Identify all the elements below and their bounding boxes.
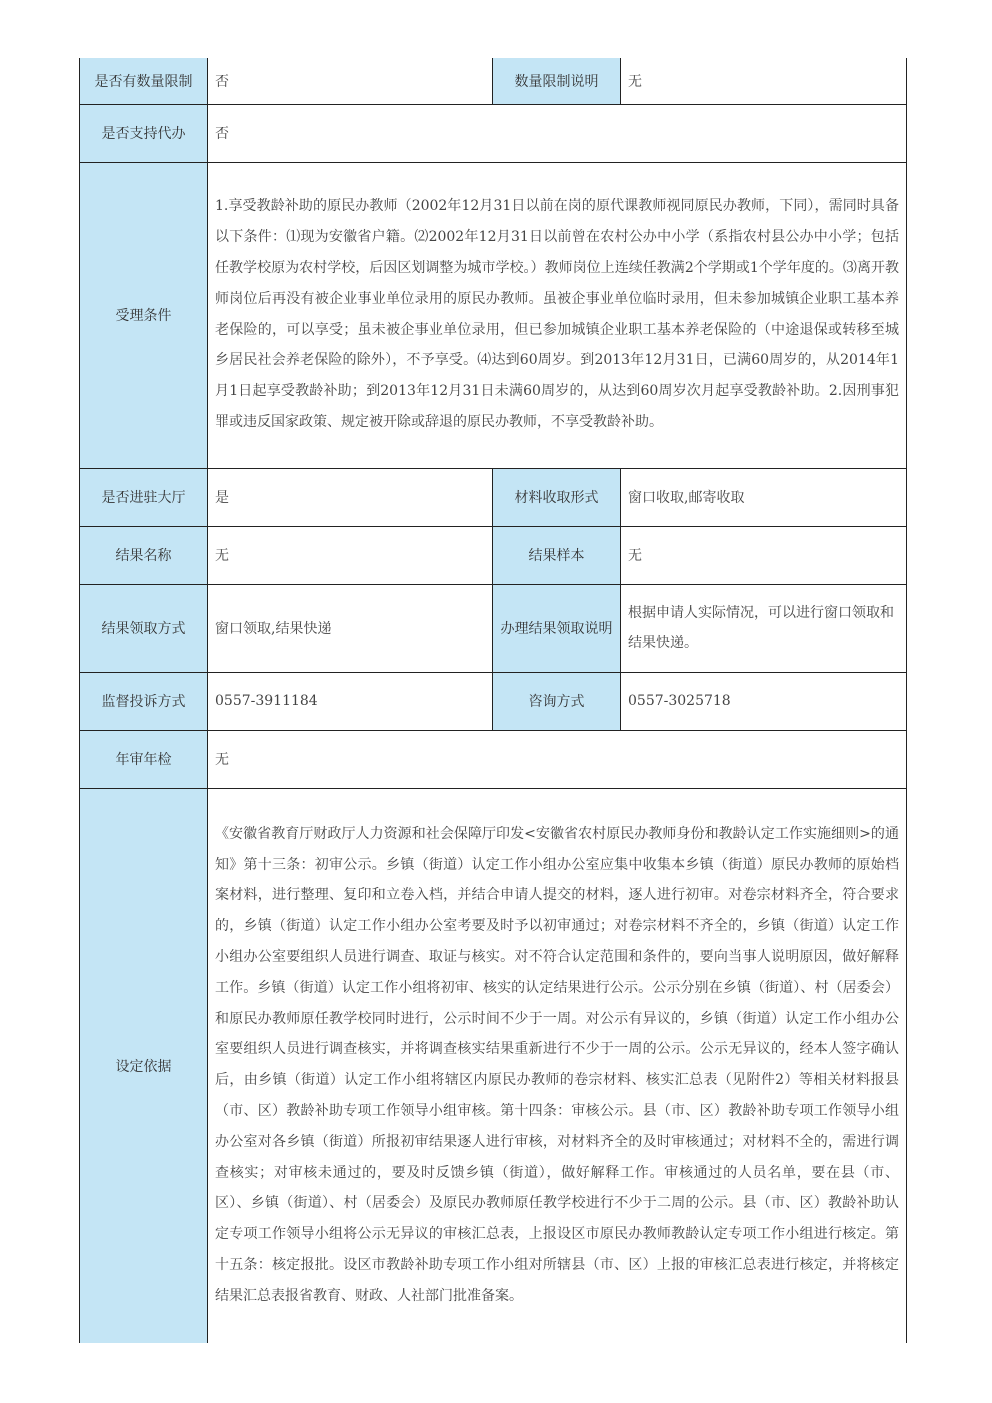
hall-label: 是否进驻大厅 <box>80 468 208 526</box>
annual-label: 年审年检 <box>80 730 208 788</box>
consult-label: 咨询方式 <box>493 672 621 730</box>
consult-value: 0557-3025718 <box>621 672 907 730</box>
complaint-value: 0557-3911184 <box>208 672 493 730</box>
hall-value: 是 <box>208 468 493 526</box>
material-form-label: 材料收取形式 <box>493 468 621 526</box>
result-sample-value: 无 <box>621 526 907 584</box>
row-hall <box>80 468 907 526</box>
row-quantity-limit <box>80 58 907 104</box>
row-result-pickup <box>80 584 907 672</box>
result-name-value: 无 <box>208 526 493 584</box>
service-info-table <box>79 58 907 1343</box>
row-basis <box>80 788 907 1343</box>
basis-text: 《安徽省教育厅财政厅人力资源和社会保障厅印发<安徽省农村原民办教师身份和教龄认定工作实施细则>的通知》第十三条：初审公示。乡镇（街道）认定工作小组办公室应集中收集本乡镇（街道）原民办教师的原始档案材料，进行整理、复印和立卷入档，并结合申请人提交的材料，逐人进行初审。对卷宗材料齐全，符合要求的，乡镇（街道）认定工作小组办公室考要及时予以初审通过；对卷宗材料不齐全的，乡镇（街道）认定工作小组办公室要组织人员进行调查、取证与核实。对不符合认定范围和条件的，要向当事人说明原因，做好解释工作。乡镇（街道）认定工作小组将初审、核实的认定结果进行公示。公示分别在乡镇（街道）、村（居委会）和原民办教师原任教学校同时进行，公示时间不少于一周。对公示有异议的，乡镇（街道）认定工作小组办公室要组织人员进行调查核实，并将调查核实结果重新进行不少于一周的公示。公示无异议的，经本人签字确认后，由乡镇（街道）认定工作小组将辖区内原民办教师的卷宗材料、核实汇总表（见附件2）等相关材料报县（市、区）教龄补助专项工作领导小组审核。第十四条：审核公示。县（市、区）教龄补助专项工作领导小组办公室对各乡镇（街道）所报初审结果逐人进行审核，对材料齐全的及时审核通过；对材料不全的，需进行调查核实；对审核未通过的，要及时反馈乡镇（街道），做好解释工作。审核通过的人员名单，要在县（市、区）、乡镇（街道）、村（居委会）及原民办教师原任教学校进行不少于二周的公示。县（市、区）教龄补助认定专项工作领导小组将公示无异议的审核汇总表，上报设区市原民办教师教龄认定专项工作小组进行核定。第十五条：核定报批。设区市教龄补助专项工作小组对所辖县（市、区）上报的审核汇总表进行核定，并将核定结果汇总表报省教育、财政、人社部门批准备案。 <box>208 788 907 1343</box>
conditions-text: 1.享受教龄补助的原民办教师（2002年12月31日以前在岗的原代课教师视同原民办教师，下同），需同时具备以下条件：⑴现为安徽省户籍。⑵2002年12月31日以前曾在农村公办中小学（系指农村县公办中小学；包括任教学校原为农村学校，后因区划调整为城市学校。）教师岗位上连续任教满2个学期或1个学年度的。⑶离开教师岗位后再没有被企业事业单位录用的原民办教师。虽被企事业单位临时录用，但未参加城镇企业职工基本养老保险的，可以享受；虽未被企事业单位录用，但已参加城镇企业职工基本养老保险的（中途退保或转移至城乡居民社会养老保险的除外），不予享受。⑷达到60周岁。到2013年12月31日，已满60周岁的，从2014年1月1日起享受教龄补助；到2013年12月31日未满60周岁的，从达到60周岁次月起享受教龄补助。2.因刑事犯罪或违反国家政策、规定被开除或辞退的原民办教师，不享受教龄补助。 <box>208 162 907 468</box>
quantity-limit-note-value: 无 <box>621 58 907 104</box>
conditions-label: 受理条件 <box>80 162 208 468</box>
row-result-name <box>80 526 907 584</box>
annual-value: 无 <box>208 730 907 788</box>
row-proxy <box>80 104 907 162</box>
material-form-value: 窗口收取,邮寄收取 <box>621 468 907 526</box>
row-conditions <box>80 162 907 468</box>
quantity-limit-label: 是否有数量限制 <box>80 58 208 104</box>
result-pickup-value: 窗口领取,结果快递 <box>208 584 493 672</box>
row-annual <box>80 730 907 788</box>
result-sample-label: 结果样本 <box>493 526 621 584</box>
quantity-limit-note-label: 数量限制说明 <box>493 58 621 104</box>
result-name-label: 结果名称 <box>80 526 208 584</box>
service-info-document <box>79 58 906 1343</box>
result-pickup-label: 结果领取方式 <box>80 584 208 672</box>
row-complaint <box>80 672 907 730</box>
proxy-label: 是否支持代办 <box>80 104 208 162</box>
proxy-value: 否 <box>208 104 907 162</box>
complaint-label: 监督投诉方式 <box>80 672 208 730</box>
result-pickup-note-label: 办理结果领取说明 <box>493 584 621 672</box>
quantity-limit-value: 否 <box>208 58 493 104</box>
basis-label: 设定依据 <box>80 788 208 1343</box>
result-pickup-note-value: 根据申请人实际情况，可以进行窗口领取和结果快递。 <box>621 584 907 672</box>
